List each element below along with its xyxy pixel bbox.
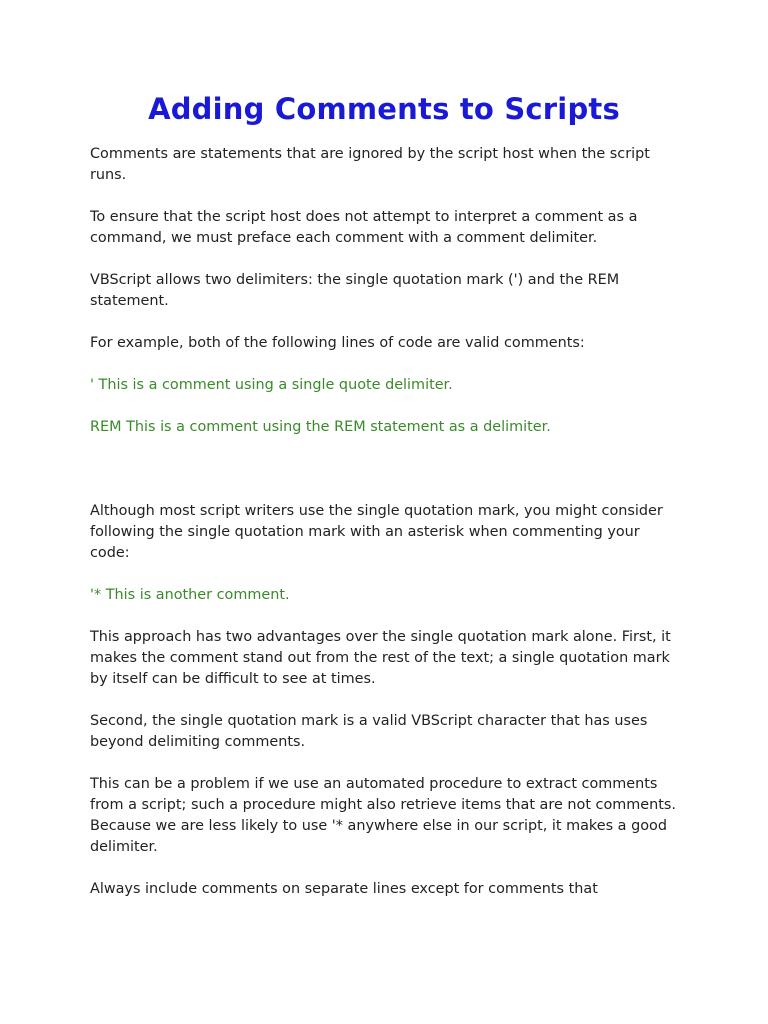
paragraph-intro: Comments are statements that are ignored by the script host when the script runs.: [90, 146, 650, 183]
blank-spacer: [90, 459, 678, 501]
paragraph-extraction-problem: This can be a problem if we use an automated procedure to extract comments from a script; such a procedure might also retrieve items that are not comments. Because we are less likely to use '* anywhere else in our script, it makes a good delimiter.: [90, 776, 676, 855]
document-body: [90, 144, 678, 900]
code-example-rem: REM This is a comment using the REM statement as a delimiter.: [90, 419, 551, 435]
page-title: Adding Comments to Scripts: [148, 92, 620, 126]
paragraph-separate-lines: Always include comments on separate lines except for comments that: [90, 881, 598, 897]
code-example-single-quote: ' This is a comment using a single quote delimiter.: [90, 377, 453, 393]
paragraph-advantages: This approach has two advantages over the single quotation mark alone. First, it makes the comment stand out from the rest of the text; a single quotation mark by itself can be difficult to see at times.: [90, 629, 671, 687]
paragraph-example-intro: For example, both of the following lines of code are valid comments:: [90, 335, 585, 351]
paragraph-asterisk-suggestion: Although most script writers use the single quotation mark, you might consider following the single quotation mark with an asterisk when commenting your code:: [90, 503, 663, 561]
paragraph-delimiter-purpose: To ensure that the script host does not attempt to interpret a comment as a command, we must preface each comment with a comment delimiter.: [90, 209, 638, 246]
paragraph-second-advantage: Second, the single quotation mark is a valid VBScript character that has uses beyond delimiting comments.: [90, 713, 648, 750]
code-example-asterisk: '* This is another comment.: [90, 587, 290, 603]
paragraph-two-delimiters: VBScript allows two delimiters: the single quotation mark (') and the REM statement.: [90, 272, 620, 309]
